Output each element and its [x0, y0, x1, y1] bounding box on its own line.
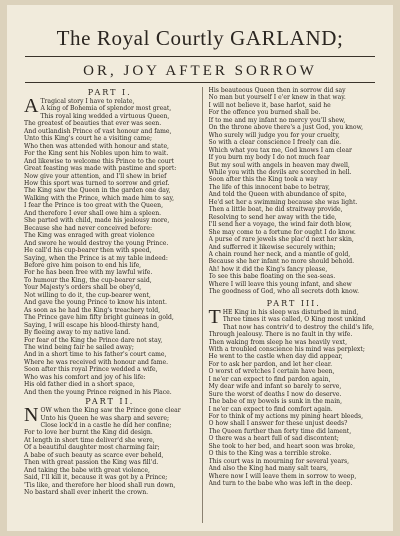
verse-line: Where he was received with honour and fame.: [24, 358, 169, 366]
part-three-text: [208, 305, 380, 488]
verse-line: But my soul with angels in heaven may dwell,: [208, 161, 350, 169]
verse-line: He'd set her a swimming because she was light.: [208, 198, 358, 206]
verse-line: Before give him poison to end his life,: [24, 261, 142, 269]
verse-line: No bastard shall ever inherit the crown.: [24, 489, 149, 497]
page-subtitle: OR, JOY AFTER SORROW: [83, 63, 317, 79]
verse-line: This court was in mourning for several years,: [208, 457, 350, 465]
verse-line: On the throne above there's a just God, you know,: [208, 124, 364, 132]
verse-line: And likewise to welcome this Prince to the court: [24, 157, 174, 165]
verse-line: 'Tis like, and therefore her blood shall run down,: [24, 481, 176, 489]
verse-line: And then the young Prince reigned in his Place.: [24, 388, 172, 396]
verse-line: I ne'er can expect to find comfort again.: [208, 405, 333, 413]
verse-line: Where now I will leave them in sorrow to weep,: [208, 472, 357, 480]
verse-line: Then with great passion the King was fill'd.: [24, 459, 159, 467]
right-column: [202, 87, 380, 523]
verse-line: So with a clear conscience I freely can die.: [208, 139, 342, 147]
verse-line: To humour the King, the cup-bearer said,: [24, 276, 152, 284]
part-one-text: [24, 95, 196, 396]
verse-line: Three times it was called, O King most unkind: [222, 316, 366, 324]
verse-line: If to me and my infant no mercy you'll shew,: [208, 116, 346, 124]
verse-line: Sure the worst of deaths I now do deserve.: [208, 390, 342, 398]
verse-line: The King was enraged with great violence: [24, 232, 155, 240]
verse-line: For to love her burnt the King did design.: [24, 429, 153, 437]
verse-line: The greatest of beauties that ever was seen.: [24, 120, 162, 128]
verse-line: No man but yourself I e'er knew in that way.: [208, 94, 346, 102]
verse-line: Great feasting was made with pastime and sport:: [24, 165, 177, 173]
verse-line: O how shall I answer for these unjust deeds?: [208, 420, 348, 428]
part-two-continuation: [209, 87, 380, 296]
verse-line: How this sport was turned to sorrow and grief.: [24, 179, 170, 187]
verse-line: A babe of such beauty as scarce ever beheld,: [24, 451, 164, 459]
verse-line: His beauteous Queen then in sorrow did say: [208, 87, 346, 94]
verse-line: For the offence you burned shall be.: [208, 109, 321, 117]
verse-line: He call'd his cup-bearer then with speed,: [24, 247, 152, 255]
verse-line: Not willing to do it, the cup-bearer went,: [24, 291, 151, 299]
verse-line: Tragical story I have to relate,: [40, 98, 135, 105]
verse-line: The King saw the Queen in the garden one day,: [24, 187, 171, 195]
verse-line: She parted with child, made his jealousy more,: [24, 217, 170, 225]
verse-line: For the King sent his Nobles upon him to wait.: [24, 150, 169, 158]
verse-line: She took to her bed, and heart soon was broke,: [208, 442, 356, 450]
drop-cap: T: [208, 305, 221, 328]
verse-line: She may come to a fortune for ought I do know.: [208, 228, 356, 236]
verse-line: While you with the devils are scorched in hell.: [208, 168, 352, 176]
title-rule-top: [25, 56, 375, 57]
ballad-columns: [24, 87, 379, 523]
verse-line: O worst of wretches I certain have been,: [208, 368, 335, 376]
verse-line: HE King in his sleep was disturbed in mind,: [222, 308, 359, 316]
verse-line: Close lock'd in a castle he did her confine;: [40, 422, 172, 430]
verse-line: Soon after this the King took a way: [208, 176, 318, 184]
verse-line: And swore he would destroy the young Prince.: [24, 239, 169, 247]
verse-line: Saying, I will escape his blood-thirsty hand,: [24, 321, 160, 329]
part-two-text: [24, 404, 196, 497]
verse-line: A chain round her neck, and a mantle of gold,: [208, 250, 351, 258]
verse-line: If you burn my body I do not much fear: [208, 154, 330, 162]
verse-line: O this to the King was a terrible stroke.: [208, 450, 332, 458]
verse-line: Walking with the Prince, which made him to say,: [24, 194, 175, 202]
verse-line: And therefore I ever shall owe him a spleen.: [24, 209, 162, 217]
verse-line: Of a beautiful daughter most charming fair;: [24, 444, 160, 452]
verse-line: For to think of my actions my pining heart bleeds,: [208, 413, 364, 421]
verse-line: And also the King had many salt tears,: [208, 465, 329, 473]
verse-line: O there was a heart full of sad discontent;: [208, 435, 339, 443]
title-rule-bottom: [25, 82, 375, 83]
verse-line: By fleeing away to my native land.: [24, 329, 131, 337]
verse-line: OW when the King saw the Prince gone clear: [40, 407, 181, 415]
verse-line: At length in short time deliver'd she were,: [24, 436, 155, 444]
verse-line: My dear wife and infant so barely to serve,: [208, 383, 342, 391]
verse-line: Then waking from sleep he was heavily vext,: [208, 338, 348, 346]
verse-line: And taking the babe with great violence,: [24, 466, 150, 474]
verse-line: And turn to the babe who was left in the deep.: [208, 480, 353, 488]
verse-line: The babe of my bowels is sunk in the main,: [208, 398, 343, 406]
verse-line: Which what you tax me, God knows I am clear: [208, 146, 352, 154]
verse-line: For fear of the King the Prince dare not stay,: [24, 336, 163, 344]
verse-line: The goodness of God, who all secrets doth know.: [208, 288, 360, 296]
left-column: [24, 87, 202, 523]
verse-line: Then a little boat, he did straitway provide,: [208, 206, 343, 214]
verse-line: I'll send her a voyage, the wind fair doth blow,: [208, 221, 352, 229]
verse-line: And told the Queen with abundance of spite,: [208, 191, 347, 199]
verse-line: And gave the young Prince to know his intent.: [24, 299, 167, 307]
verse-line: I ne'er can expect to find pardon again,: [208, 375, 331, 383]
verse-line: Because she had never conceived before:: [24, 224, 153, 232]
verse-line: Resolving to send her away with the tide,: [208, 213, 337, 221]
verse-line: Where I will leave this young infant, and shew: [208, 280, 352, 288]
verse-line: And outlandish Prince of vast honour and fame,: [24, 127, 172, 135]
verse-line: Saying, when the Prince is at my table indeed:: [24, 254, 168, 262]
verse-line: Soon after this royal Prince wedded a wife,: [24, 366, 158, 374]
verse-line: Who was his comfort and joy of his life:: [24, 373, 146, 381]
verse-line: And in a short time to his father's court came,: [24, 351, 167, 359]
verse-line: That now has contriv'd to destroy the child's life,: [222, 323, 374, 331]
verse-line: Through jealousy. There is no fault in thy wife.: [208, 331, 353, 339]
verse-line: This royal king wedded a virtuous Queen,: [40, 112, 170, 120]
verse-line: Ah! how it did the King's fancy please,: [208, 265, 328, 273]
verse-line: Unto his Queen he was sharp and severe;: [40, 414, 170, 422]
verse-line: The Prince gave him fifty bright guineas in gold,: [24, 314, 174, 322]
verse-line: Because she her infant no more should behold.: [208, 258, 355, 266]
verse-line: For to ask her pardon, and let her clear.: [208, 360, 333, 368]
verse-line: And sufferred it likewise securely within;: [208, 243, 336, 251]
part-one-heading: PART I.: [87, 88, 132, 97]
verse-line: Said, I'll kill it, because it was got by a Prince;: [24, 474, 168, 482]
part-three-heading: PART III.: [266, 298, 321, 308]
verse-line: Who then was attended with honour and state,: [24, 142, 169, 150]
verse-line: To see this babe floating on the sea-seas.: [208, 273, 336, 281]
verse-line: For he has been free with my lawful wife.: [24, 269, 153, 277]
broadside-page: [7, 5, 393, 531]
verse-line: A purse of rare jewels she plac'd next her skin,: [208, 236, 354, 244]
verse-line: A king of Bohemia of splendor most great,: [40, 105, 172, 113]
part-two-heading: PART II.: [85, 397, 135, 407]
drop-cap: N: [24, 404, 39, 427]
verse-line: He went to the castle when day did appear,: [208, 353, 343, 361]
verse-line: The wind being fair he sailed away;: [24, 343, 134, 351]
verse-line: As soon as he had the King's treachery told,: [24, 306, 161, 314]
drop-cap: A: [24, 95, 39, 117]
verse-line: The Queen further than forty time did lament,: [208, 427, 352, 435]
verse-line: With a troubled conscience his mind was perplext;: [208, 345, 365, 353]
verse-line: The life of this innocent babe to betray,: [208, 183, 330, 191]
verse-line: I will not believe it, base harlot, said he: [208, 101, 331, 109]
page-title: The Royal Courtly GARLAND;: [56, 26, 344, 50]
verse-line: I fear the Prince is too great with the Queen,: [24, 202, 164, 210]
verse-line: His old father died in a short space,: [24, 381, 135, 389]
verse-line: Unto this King's court he a visiting came;: [24, 135, 153, 143]
verse-line: Now give your attention, and I'll shew in brief: [24, 172, 167, 180]
verse-line: Who surely will judge you for your cruelty,: [208, 131, 340, 139]
verse-line: Your Majesty's orders shall be obey'd,: [24, 284, 142, 292]
